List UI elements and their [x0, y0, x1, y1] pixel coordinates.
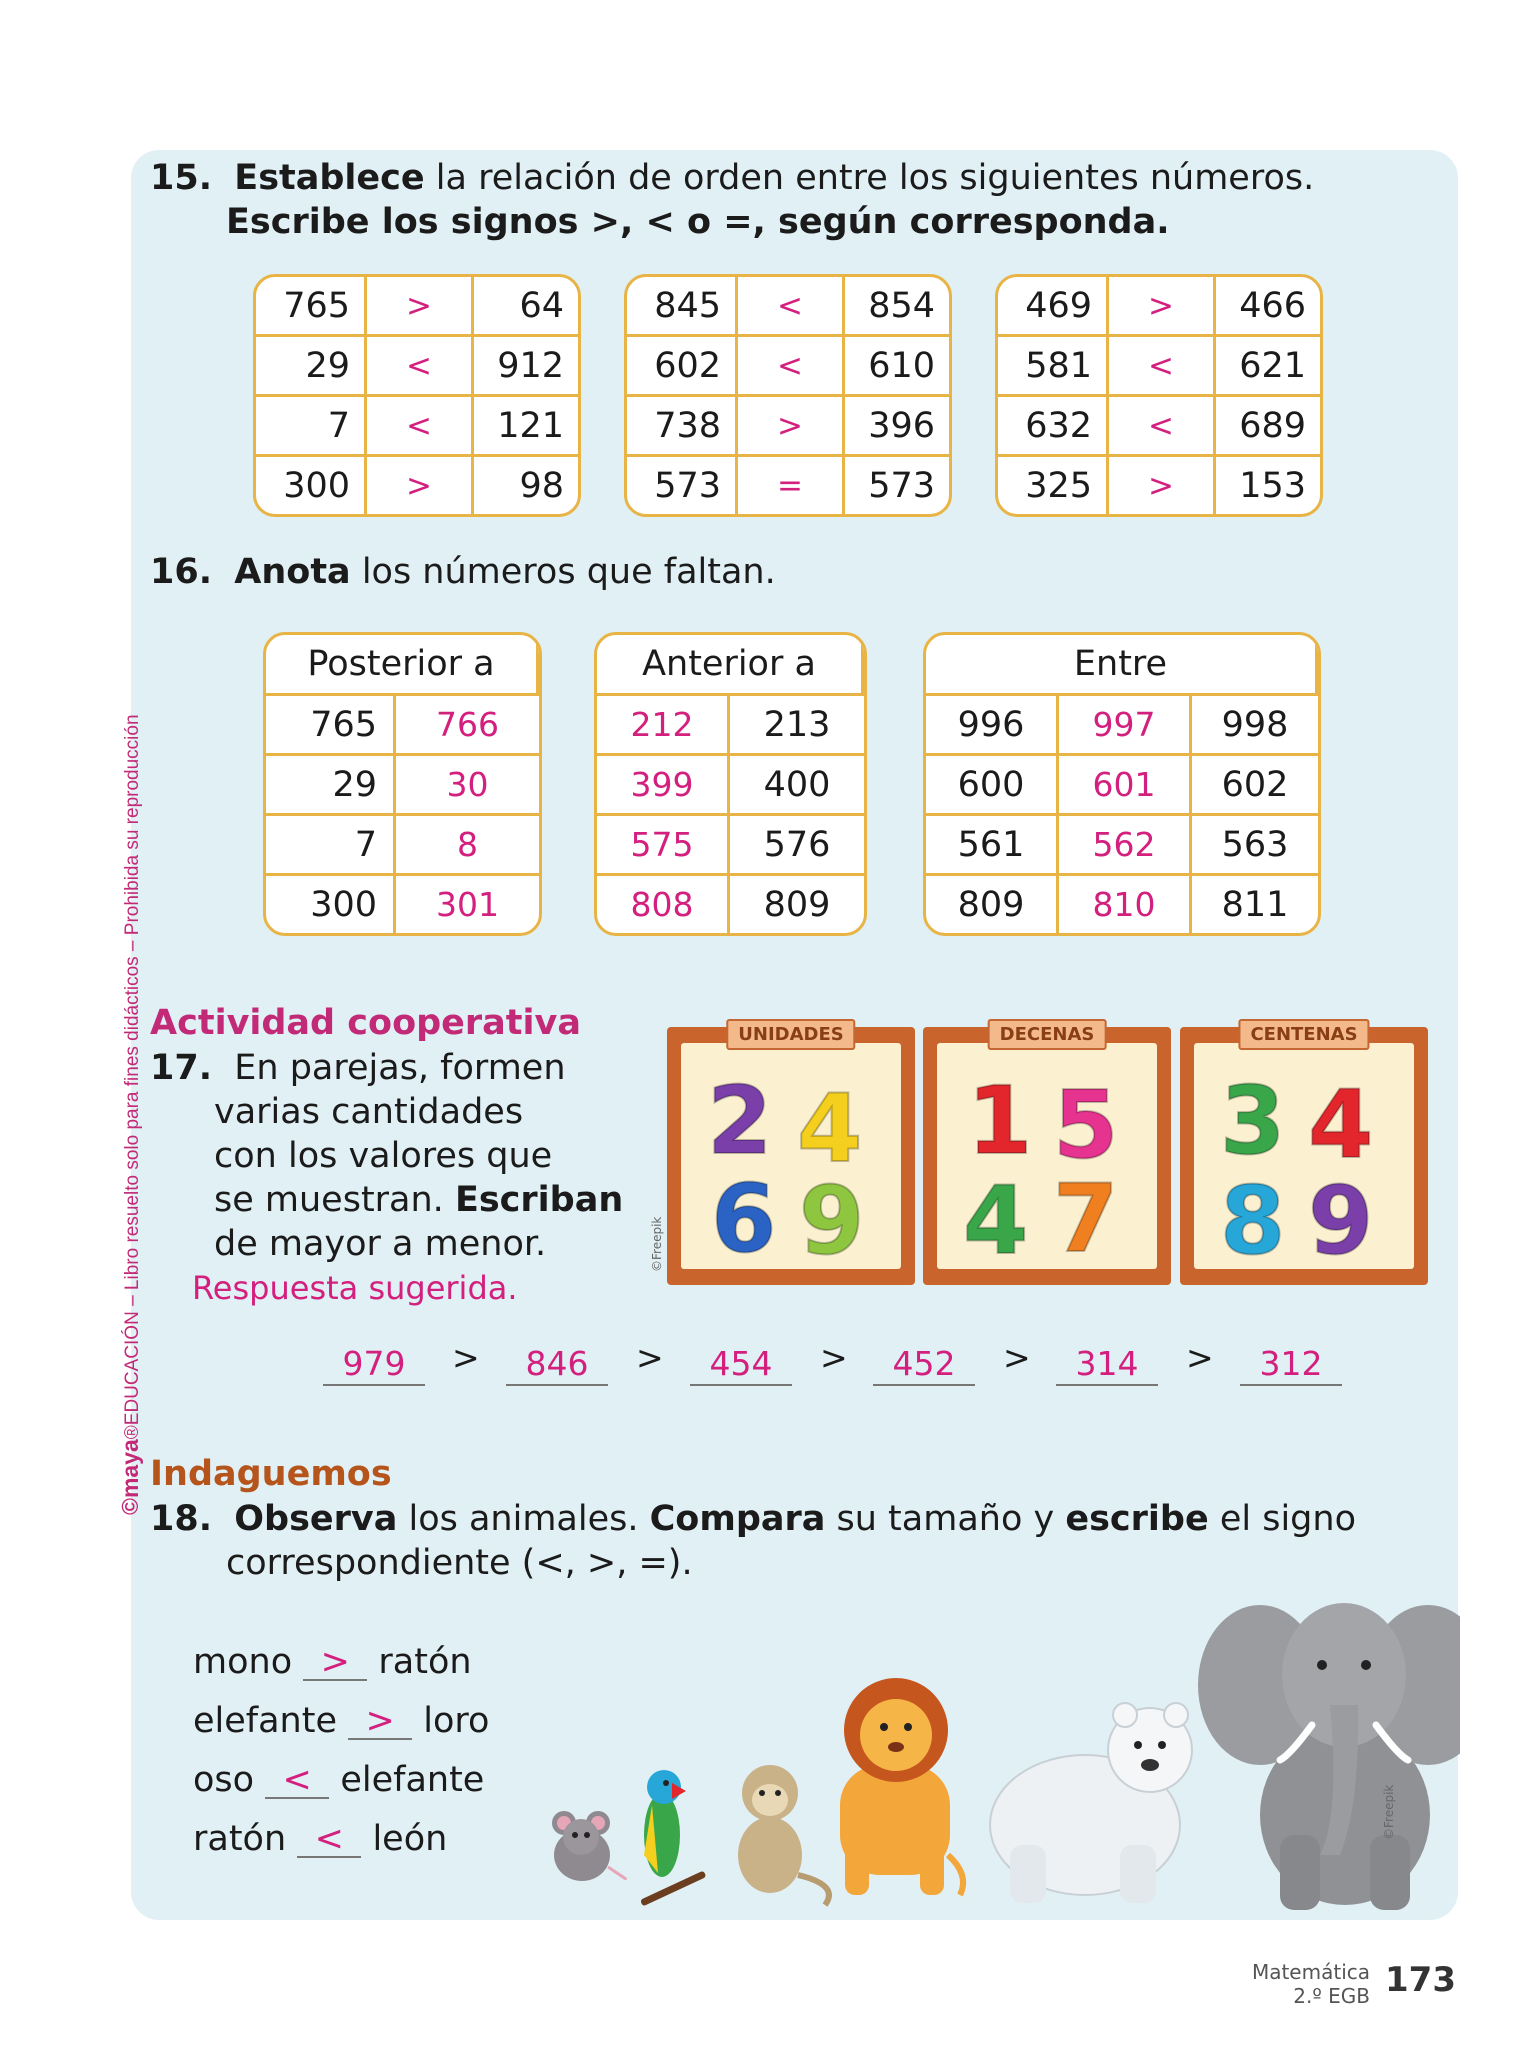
table-row: 300 > 98	[256, 457, 578, 514]
table-header: Entre	[926, 635, 1318, 696]
board-label: UNIDADES	[726, 1019, 855, 1050]
comparison-row: elefante > loro	[193, 1701, 490, 1741]
greater-than-sign: >	[452, 1338, 480, 1377]
table-row: 212 213	[597, 696, 864, 756]
q15-table-3	[995, 274, 1323, 517]
table-row: 7 < 121	[256, 397, 578, 457]
q17-line2: varias cantidades	[214, 1092, 524, 1132]
q18-instruction-line2: correspondiente (<, >, =).	[226, 1543, 693, 1583]
table-row: 809 810 811	[926, 876, 1318, 933]
answer-blank-1: 979	[323, 1344, 425, 1386]
table-row: 600 601 602	[926, 756, 1318, 816]
table-row: 996 997 998	[926, 696, 1318, 756]
freepik-credit-q18: ©Freepik	[1382, 1784, 1396, 1840]
comparison-row: ratón < león	[193, 1819, 448, 1859]
table-row: 325 > 153	[998, 457, 1320, 514]
page-number: 173	[1385, 1960, 1456, 2000]
table-row: 581 < 621	[998, 337, 1320, 397]
greater-than-sign: >	[1003, 1338, 1031, 1377]
monkey-image	[738, 1765, 829, 1905]
freepik-credit-q17: ©Freepik	[650, 1216, 664, 1272]
table-header: Anterior a	[597, 635, 864, 696]
table-row: 7 8	[266, 816, 539, 876]
q16-instruction: 16. Anota los números que faltan.	[150, 552, 776, 592]
q17-line5: de mayor a menor.	[214, 1224, 547, 1264]
suggested-answer-label: Respuesta sugerida.	[192, 1269, 518, 1307]
board-decenas: DECENAS 1 5 4 7	[923, 1027, 1171, 1285]
table-row: 845 < 854	[627, 277, 949, 337]
answer-blank-4: 452	[873, 1344, 975, 1386]
table-row: 632 < 689	[998, 397, 1320, 457]
q16-table-anterior	[594, 632, 867, 936]
table-row: 765 > 64	[256, 277, 578, 337]
answer-blank-2: 846	[506, 1344, 608, 1386]
greater-than-sign: >	[1186, 1338, 1214, 1377]
elephant-image	[1198, 1603, 1460, 1910]
q15-instruction-line2: Escribe los signos >, < o =, según corresponda.	[226, 202, 1170, 242]
q16-table-posterior	[263, 632, 542, 936]
table-row: 561 562 563	[926, 816, 1318, 876]
table-row: 573 = 573	[627, 457, 949, 514]
greater-than-sign: >	[820, 1338, 848, 1377]
copyright-side-text: ©maya®EDUCACIÓN – Libro resuelto solo para fines didácticos – Prohibida su reproducción	[117, 714, 143, 1515]
board-unidades: UNIDADES 2 4 6 9	[667, 1027, 915, 1285]
q17-line4: se muestran. Escriban	[214, 1180, 624, 1220]
q17-line3: con los valores que	[214, 1136, 553, 1176]
board-centenas: CENTENAS 3 4 8 9	[1180, 1027, 1428, 1285]
comparison-row: mono > ratón	[193, 1642, 472, 1682]
comparison-row: oso < elefante	[193, 1760, 485, 1800]
table-row: 300 301	[266, 876, 539, 933]
table-row: 602 < 610	[627, 337, 949, 397]
q15-instruction: 15. Establece la relación de orden entre los siguientes números.	[150, 158, 1315, 198]
animals-illustration	[540, 1555, 1460, 1910]
table-row: 765 766	[266, 696, 539, 756]
table-row: 738 > 396	[627, 397, 949, 457]
table-row: 29 30	[266, 756, 539, 816]
table-row: 808 809	[597, 876, 864, 933]
table-row: 29 < 912	[256, 337, 578, 397]
board-label: DECENAS	[988, 1019, 1107, 1050]
table-row: 575 576	[597, 816, 864, 876]
q18-instruction: 18. Observa los animales. Compara su tamaño y escribe el signo	[150, 1499, 1356, 1539]
q15-table-2	[624, 274, 952, 517]
polar-bear-image	[990, 1703, 1192, 1903]
board-label: CENTENAS	[1238, 1019, 1369, 1050]
table-header: Posterior a	[266, 635, 539, 696]
parrot-image	[640, 1770, 706, 1906]
indaguemos-heading: Indaguemos	[150, 1454, 392, 1494]
answer-blank-3: 454	[690, 1344, 792, 1386]
table-row: 399 400	[597, 756, 864, 816]
q17-line1: 17. En parejas, formen	[150, 1048, 566, 1088]
cooperative-activity-heading: Actividad cooperativa	[150, 1003, 581, 1043]
footer-subject: Matemática 2.º EGB	[1251, 1960, 1370, 2008]
greater-than-sign: >	[636, 1338, 664, 1377]
table-row: 469 > 466	[998, 277, 1320, 337]
q16-table-entre	[923, 632, 1321, 936]
lion-image	[840, 1678, 963, 1895]
answer-blank-6: 312	[1240, 1344, 1342, 1386]
mouse-image	[552, 1811, 625, 1881]
q15-table-1	[253, 274, 581, 517]
answer-blank-5: 314	[1056, 1344, 1158, 1386]
